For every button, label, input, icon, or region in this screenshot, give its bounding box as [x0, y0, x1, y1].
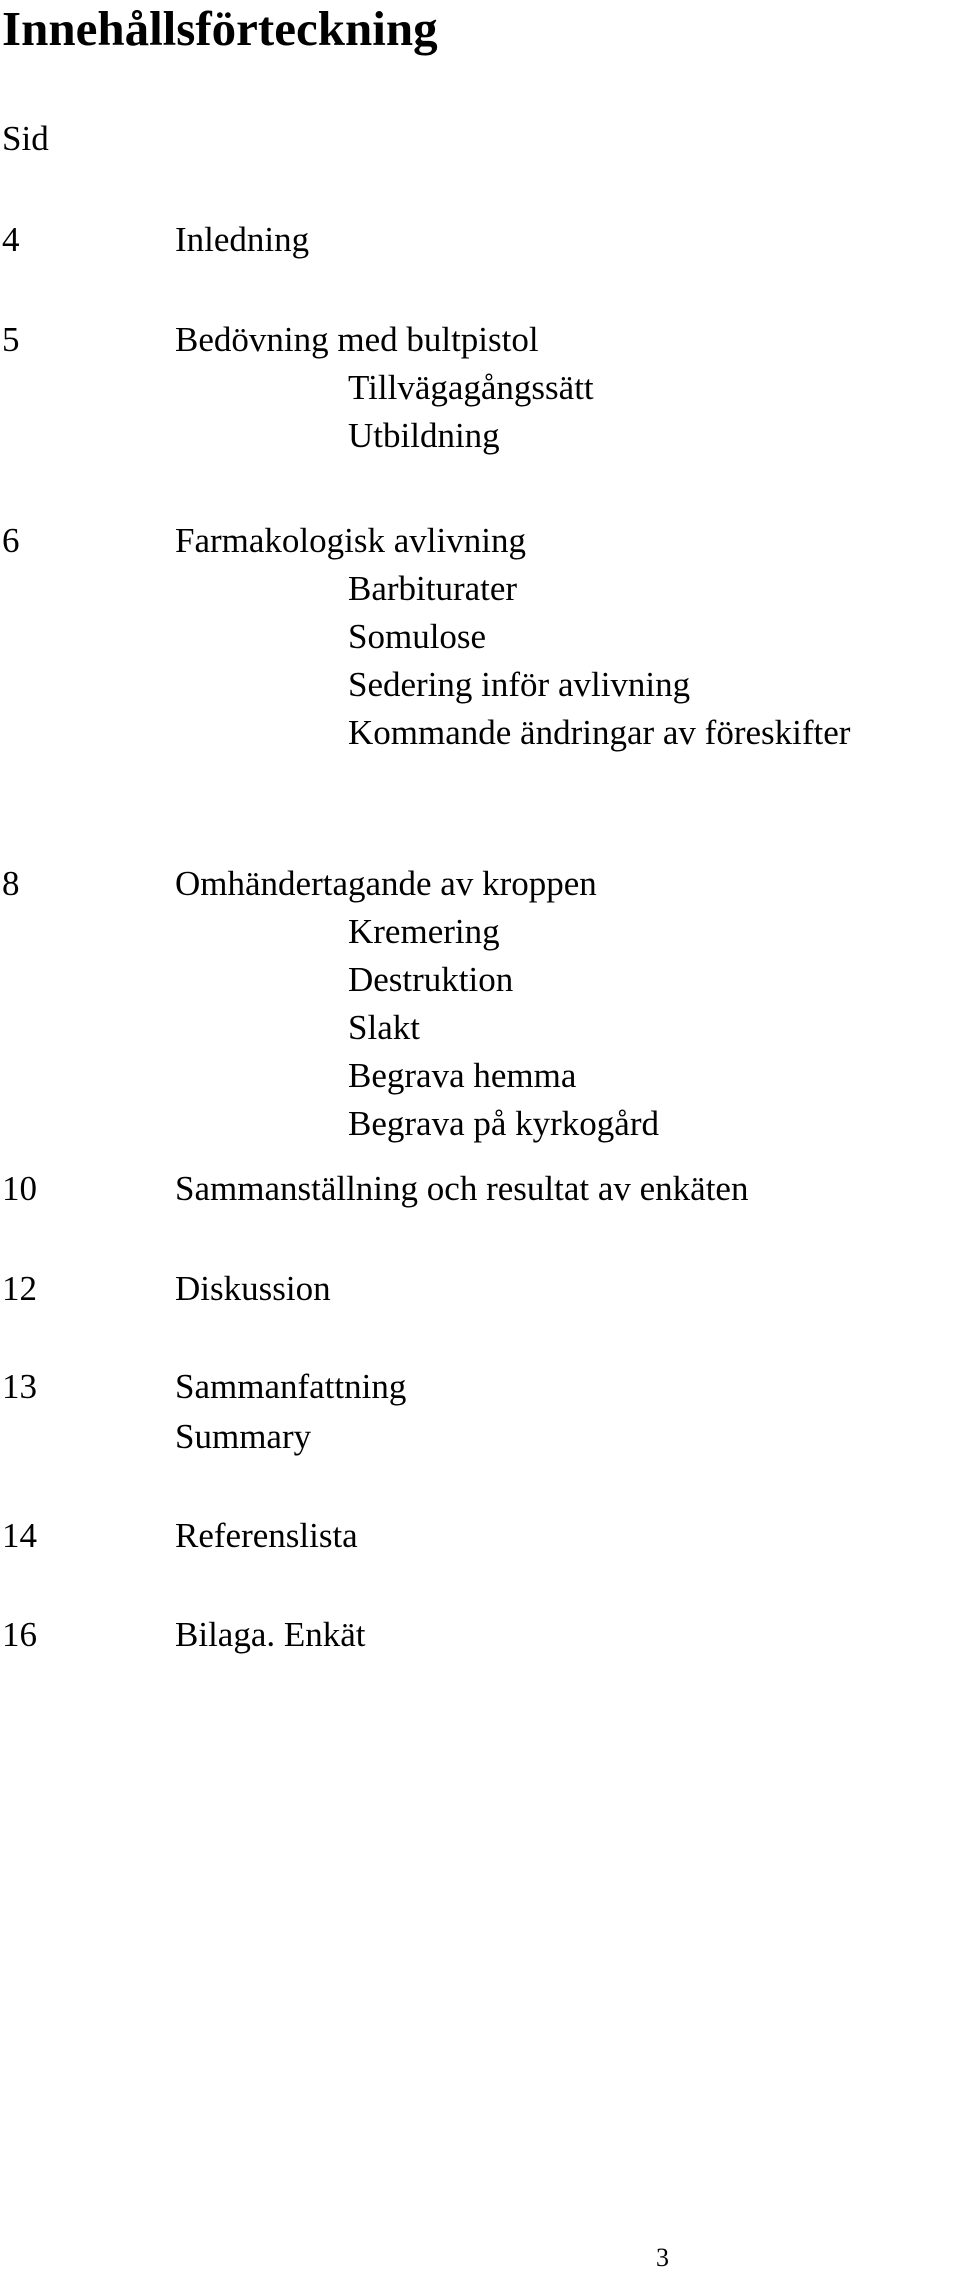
- toc-heading: Farmakologisk avlivning: [175, 521, 526, 560]
- toc-heading: Bilaga. Enkät: [175, 1615, 366, 1654]
- toc-page-number: 14: [2, 1516, 37, 1555]
- toc-subitem: Kremering: [348, 912, 500, 951]
- toc-subitem: Begrava på kyrkogård: [348, 1104, 659, 1143]
- toc-page-number: 4: [2, 220, 20, 259]
- toc-subitem: Begrava hemma: [348, 1056, 577, 1095]
- toc-page-number: 10: [2, 1169, 37, 1208]
- toc-subitem: Barbiturater: [348, 569, 518, 608]
- toc-heading: Sammanställning och resultat av enkäten: [175, 1169, 749, 1208]
- page-column-label: Sid: [2, 119, 49, 158]
- toc-subitem: Slakt: [348, 1008, 420, 1047]
- toc-subitems: [348, 565, 850, 757]
- toc-page-number: 12: [2, 1269, 37, 1308]
- toc-page-number: 8: [2, 864, 20, 903]
- toc-page-number: 5: [2, 320, 20, 359]
- toc-subitems: [348, 908, 659, 1148]
- toc-subitem: Tillvägagångssätt: [348, 368, 594, 407]
- toc-heading: Bedövning med bultpistol: [175, 320, 539, 359]
- toc-subitem: Utbildning: [348, 416, 500, 455]
- toc-heading: Sammanfattning: [175, 1367, 407, 1406]
- toc-subitem: Somulose: [348, 617, 487, 656]
- toc-heading: Inledning: [175, 220, 310, 259]
- toc-page-number: 6: [2, 521, 20, 560]
- page-number: 3: [656, 2243, 669, 2272]
- toc-heading: Omhändertagande av kroppen: [175, 864, 597, 903]
- toc-subitem: Destruktion: [348, 960, 514, 999]
- toc-subitem: Sedering inför avlivning: [348, 665, 691, 704]
- toc-heading: Summary: [175, 1417, 312, 1456]
- toc-subitems: [348, 364, 594, 460]
- toc-page-number: 16: [2, 1615, 37, 1654]
- toc-heading: Diskussion: [175, 1269, 331, 1308]
- toc-heading: Referenslista: [175, 1516, 358, 1555]
- toc-subitem: Kommande ändringar av föreskifter: [348, 713, 851, 752]
- toc-page-number: 13: [2, 1367, 37, 1406]
- page-title: Innehållsförteckning: [2, 1, 438, 56]
